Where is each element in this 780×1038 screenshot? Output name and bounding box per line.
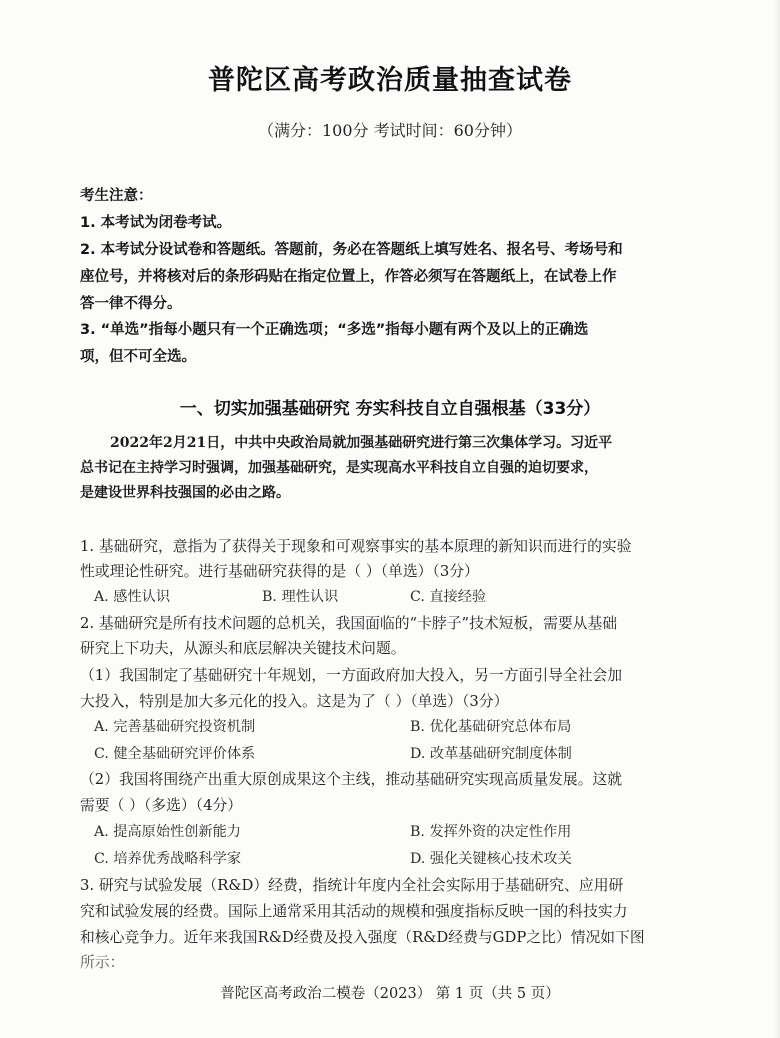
q2-2-option-c: C. 培养优秀战略科学家 (94, 851, 242, 867)
section-1-intro-line-3: 是建设世界科技强国的必由之路。 (80, 485, 290, 501)
notice-line-1: 1. 本考试为闭卷考试。 (80, 215, 232, 231)
section-1-intro-line-2: 总书记在主持学习时强调，加强基础研究，是实现高水平科技自立自强的迫切要求， (80, 460, 598, 476)
exam-subtitle: （满分：100分 考试时间：60分钟） (258, 121, 522, 140)
q2-1-option-a: A. 完善基础研究投资机制 (94, 719, 256, 735)
page-footer: 普陀区高考政治二模卷（2023） 第 1 页（共 5 页） (220, 986, 560, 1002)
q2-1-option-b: B. 优化基础研究总体布局 (410, 719, 572, 735)
notice-line-5: 3. “单选”指每小题只有一个正确选项；“多选”指每小题有两个及以上的正确选 (80, 322, 589, 338)
q2-2-line-1: （2）我国将围绕产出重大原创成果这个主线，推动基础研究实现高质量发展。这就 (80, 771, 623, 788)
scan-edge-shadow (774, 0, 780, 1038)
q2-2-option-d: D. 强化关键核心技术攻关 (410, 851, 572, 867)
notice-line-2: 2. 本考试分设试卷和答题纸。答题前，务必在答题纸上填写姓名、报名号、考场号和 (80, 242, 623, 258)
q1-option-b: B. 理性认识 (262, 589, 339, 605)
q1-option-c: C. 直接经验 (410, 589, 487, 605)
q2-line-2: 研究上下功夫，从源头和底层解决关键技术问题。 (80, 640, 406, 657)
q2-line-1: 2. 基础研究是所有技术问题的总机关，我国面临的“卡脖子”技术短板，需要从基础 (80, 615, 618, 632)
q1-line-2: 性或理论性研究。进行基础研究获得的是（ ）（单选）（3分） (80, 563, 479, 580)
q2-2-line-2: 需要（ ）（多选）（4分） (80, 797, 243, 814)
q1-option-a: A. 感性认识 (94, 589, 171, 605)
section-1-intro-line-1: 2022年2月21日，中共中央政治局就加强基础研究进行第三次集体学习。习近平 (110, 435, 613, 451)
q3-line-1: 3. 研究与试验发展（R&D）经费，指统计年度内全社会实际用于基础研究、应用研 (80, 877, 624, 894)
q1-line-1: 1. 基础研究，意指为了获得关于现象和可观察事实的基本原理的新知识而进行的实验 (80, 538, 632, 555)
q3-line-2: 究和试验发展的经费。国际上通常采用其活动的规模和强度指标反映一国的科技实力 (80, 903, 628, 920)
q2-1-line-2: 大投入，特别是加大多元化的投入。这是为了（ ）（单选）（3分） (80, 693, 509, 710)
notice-line-4: 答一律不得分。 (80, 296, 182, 312)
q2-1-line-1: （1）我国制定了基础研究十年规划，一方面政府加大投入，另一方面引导全社会加 (80, 667, 623, 684)
q2-1-option-c: C. 健全基础研究评价体系 (94, 746, 256, 762)
section-1-title: 一、切实加强基础研究 夯实科技自立自强根基（33分） (179, 399, 601, 419)
q3-line-4: 所示： (80, 954, 125, 971)
q2-2-option-a: A. 提高原始性创新能力 (94, 824, 241, 840)
notice-line-3: 座位号，并将核对后的条形码贴在指定位置上，作答必须写在答题纸上，在试卷上作 (80, 269, 617, 285)
q3-line-3: 和核心竞争力。近年来我国R&D经费及投入强度（R&D经费与GDP之比）情况如下图 (80, 929, 645, 946)
q2-2-option-b: B. 发挥外资的决定性作用 (410, 824, 572, 840)
notice-heading: 考生注意： (80, 188, 153, 204)
notice-line-6: 项，但不可全选。 (80, 349, 196, 365)
exam-title: 普陀区高考政治质量抽查试卷 (208, 65, 572, 96)
q2-1-option-d: D. 改革基础研究制度体制 (410, 746, 572, 762)
